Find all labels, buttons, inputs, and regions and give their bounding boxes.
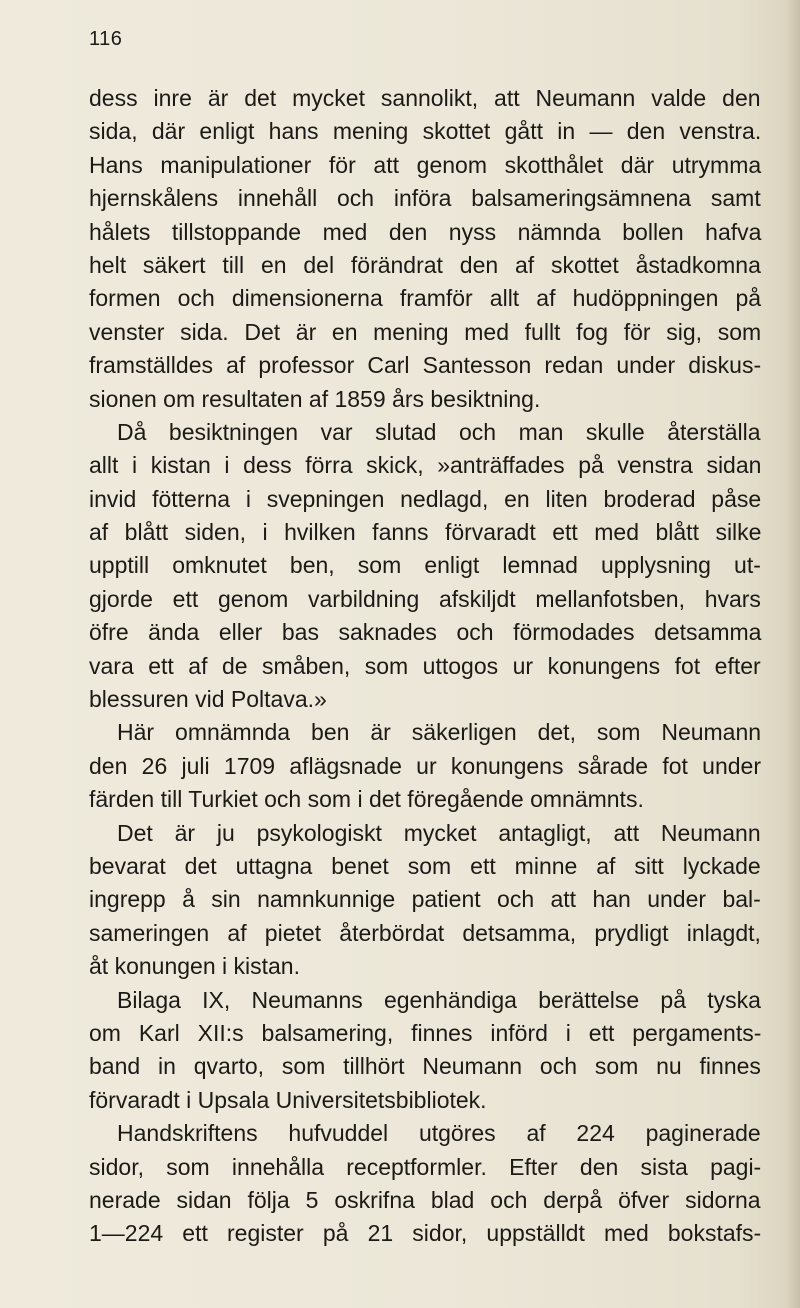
text-line: den 26 juli 1709 aflägsnade ur konungens sårade fot under	[89, 752, 762, 779]
text-line: dess inre är det mycket sannolikt, att Neumann valde den	[89, 85, 761, 111]
text-line: Då besiktningen var slutad och man skulle återställa	[117, 418, 761, 445]
text-line: band in qvarto, som tillhört Neumann och som nu finnes	[89, 1053, 761, 1080]
text-line: formen och dimensionerna framför allt af hudöppningen på	[89, 285, 762, 312]
text-line: åt konungen i kistan.	[89, 953, 300, 980]
text-line: af blått siden, i hvilken fanns förvaradt ett med blått silke	[89, 519, 762, 546]
text-line: sionen om resultaten af 1859 års besiktning.	[89, 385, 541, 412]
text-line: gjorde ett genom varbildning afskiljdt mellanfotsben, hvars	[89, 585, 761, 612]
text-line: om Karl XII:s balsamering, finnes införd i ett pergaments-	[89, 1019, 762, 1046]
text-line: blessuren vid Poltava.»	[89, 686, 327, 713]
text-line: sameringen af pietet återbördat detsamma, prydligt inlagdt,	[89, 919, 761, 946]
text-line: förvaradt i Upsala Universitetsbibliotek.	[89, 1086, 487, 1113]
text-line: upptill omknutet ben, som enligt lemnad upplysning ut-	[89, 552, 761, 579]
body-text	[89, 82, 761, 1251]
text-line: öfre ända eller bas saknades och förmodades detsamma	[89, 619, 762, 646]
text-line: vara ett af de småben, som uttogos ur konungens fot efter	[89, 652, 761, 679]
page-number: 116	[89, 28, 123, 50]
text-line: ingrepp å sin namnkunnige patient och att han under bal-	[89, 886, 761, 913]
text-line: helt säkert till en del förändrat den af skottet åstadkomna	[89, 251, 761, 278]
text-line: Hans manipulationer för att genom skotthålet där utrymma	[89, 151, 762, 178]
text-line: Det är ju psykologiskt mycket antagligt, att Neumann	[117, 819, 761, 846]
page-edge-shadow	[786, 0, 800, 1308]
text-line: sida, där enligt hans mening skottet gått in — den venstra.	[89, 118, 762, 145]
text-line: Här omnämnda ben är säkerligen det, som Neumann	[117, 719, 762, 746]
text-line: Handskriftens hufvuddel utgöres af 224 paginerade	[117, 1120, 761, 1147]
text-line: allt i kistan i dess förra skick, »anträffades på venstra sidan	[89, 452, 762, 479]
text-line: hjernskålens innehåll och införa balsameringsämnena samt	[89, 185, 761, 212]
text-line: invid fötterna i svepningen nedlagd, en liten broderad påse	[89, 485, 762, 512]
text-line: bevarat det uttagna benet som ett minne af sitt lyckade	[89, 852, 761, 879]
text-line: Bilaga IX, Neumanns egenhändiga berättelse på tyska	[117, 986, 761, 1013]
text-line: 1—224 ett register på 21 sidor, uppställdt med bokstafs-	[89, 1220, 762, 1247]
text-line: hålets tillstoppande med den nyss nämnda bollen hafva	[89, 218, 762, 245]
text-line: venster sida. Det är en mening med fullt fog för sig, som	[89, 318, 762, 345]
text-line: framställdes af professor Carl Santesson redan under diskus-	[89, 352, 762, 379]
text-line: färden till Turkiet och som i det föregående omnämnts.	[89, 786, 644, 813]
text-line: nerade sidan följa 5 oskrifna blad och derpå öfver sidorna	[89, 1186, 761, 1213]
text-line: sidor, som innehålla receptformler. Efter den sista pagi-	[89, 1153, 762, 1180]
